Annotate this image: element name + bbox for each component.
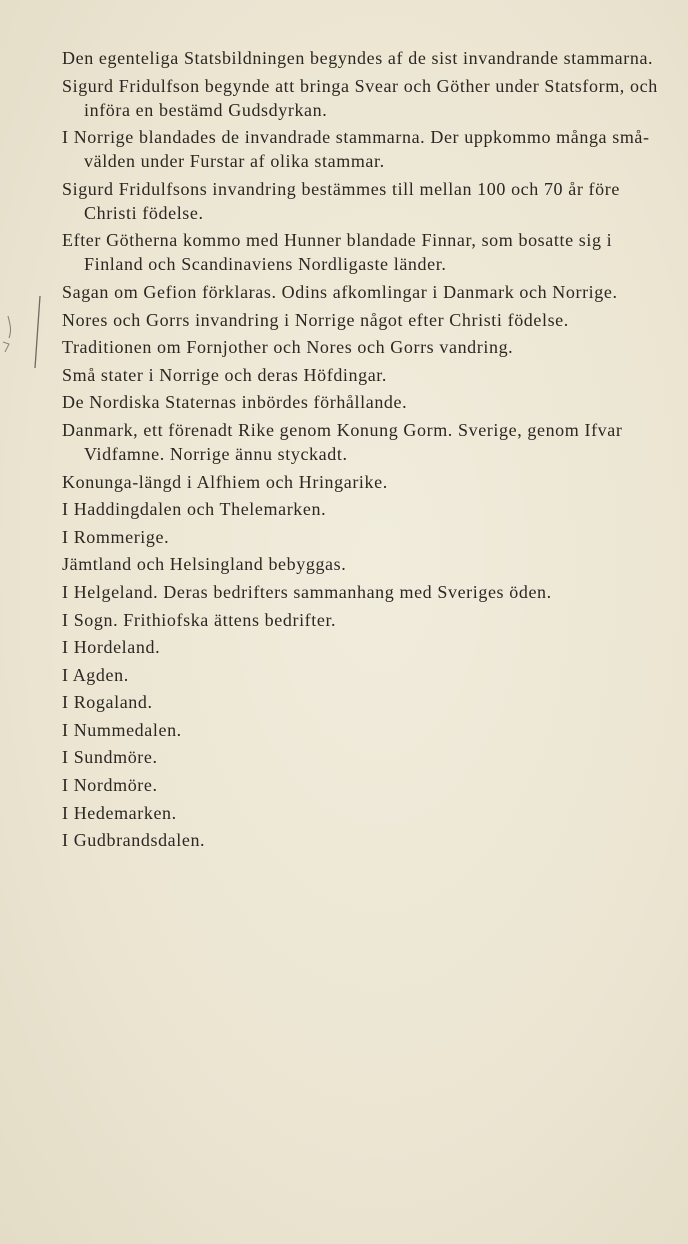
list-item: I Sogn. Frithiofska ättens bedrifter. bbox=[62, 609, 337, 630]
list-item: Sigurd Fridulfsons invandring bestämmes till mellan 100 och 70 år före Christi födelse. bbox=[62, 178, 620, 223]
list-item: I Haddingdalen och Thelemarken. bbox=[62, 499, 327, 520]
list-item: Traditionen om Fornjother och Nores och Gorrs vandring. bbox=[62, 337, 514, 358]
list-item: Jämtland och Helsingland bebyggas. bbox=[62, 554, 347, 575]
list-item: Konunga-längd i Alfhiem och Hringarike. bbox=[62, 471, 388, 492]
list-item: I Nordmöre. bbox=[62, 775, 158, 796]
table-of-contents bbox=[62, 46, 662, 856]
list-item: I Hedemarken. bbox=[62, 802, 177, 823]
list-item: I Rommerige. bbox=[62, 526, 170, 547]
margin-pencil-mark bbox=[0, 290, 44, 380]
list-item: I Norrige blandades de invandrade stammarna. Der uppkommo många små-välden under Furstar af olika stammar. bbox=[62, 127, 650, 172]
list-item: Små stater i Norrige och deras Höfdingar. bbox=[62, 364, 388, 385]
list-item: Danmark, ett förenadt Rike genom Konung Gorm. Sverige, genom Ifvar Vidfamne. Norrige ännu styckadt. bbox=[62, 419, 623, 464]
list-item: I Sundmöre. bbox=[62, 747, 158, 768]
list-item: Sagan om Gefion förklaras. Odins afkomlingar i Danmark och Norrige. bbox=[62, 281, 618, 302]
list-item: Efter Götherna kommo med Hunner blandade Finnar, som bosatte sig i Finland och Scandinaviens Nordligaste länder. bbox=[62, 230, 613, 275]
list-item: I Gudbrandsdalen. bbox=[62, 830, 206, 851]
list-item: I Hordeland. bbox=[62, 637, 161, 658]
list-item: De Nordiska Staternas inbördes förhållande. bbox=[62, 392, 408, 413]
list-item: Sigurd Fridulfson begynde att bringa Svear och Göther under Statsform, och införa en bestämd Gudsdyrkan. bbox=[62, 75, 658, 120]
list-item: I Agden. bbox=[62, 664, 129, 685]
list-item: Nores och Gorrs invandring i Norrige något efter Christi födelse. bbox=[62, 309, 569, 330]
list-item: I Helgeland. Deras bedrifters sammanhang med Sveriges öden. bbox=[62, 581, 552, 602]
list-item: I Rogaland. bbox=[62, 692, 153, 713]
list-item: Den egenteliga Statsbildningen begyndes af de sist invandrande stammarna. bbox=[62, 48, 654, 68]
list-item: I Nummedalen. bbox=[62, 719, 182, 740]
